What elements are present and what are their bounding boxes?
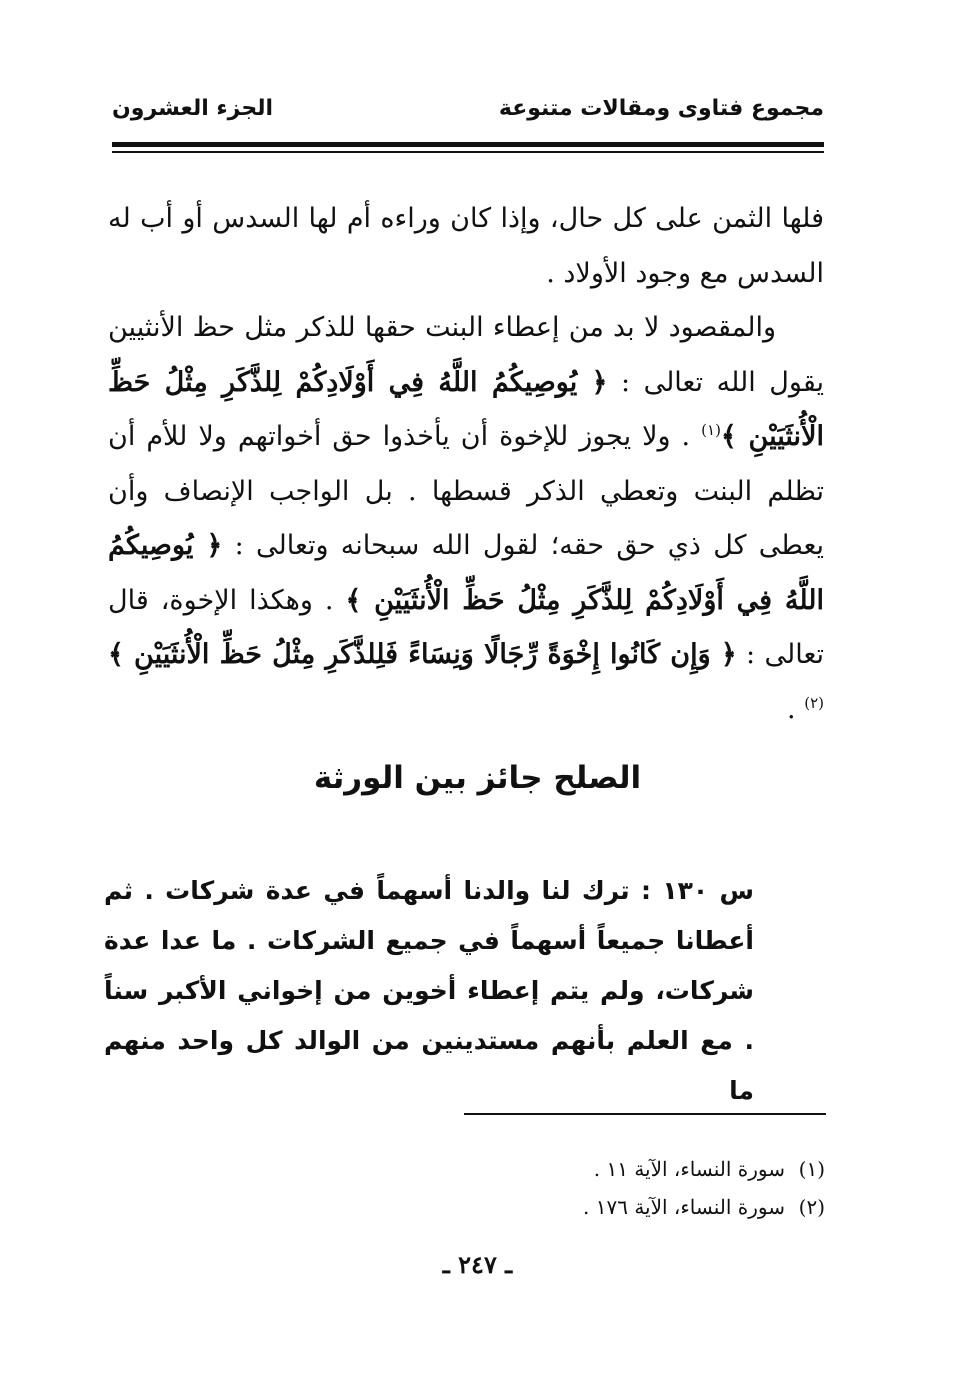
section-title: الصلح جائز بين الورثة — [313, 760, 642, 796]
footnote-separator — [464, 1113, 826, 1115]
page-number: ـ ٢٤٧ ـ — [442, 1250, 513, 1279]
paragraph-2 — [108, 301, 824, 737]
paragraph-2-text-a: والمقصود لا بد من إعطاء البنت حقها للذكر مثل حظ الأنثيين يقول الله تعالى : — [108, 312, 824, 398]
book-title: مجموع فتاوى ومقالات متنوعة — [498, 96, 824, 121]
footnote-1 — [425, 1150, 825, 1188]
paragraph-2-text-c: . وهكذا الإخوة، قال تعالى : — [108, 584, 824, 670]
footnote-2 — [425, 1188, 825, 1226]
quran-verse-1: ﴿ يُوصِيكُمُ اللَّهُ فِي أَوْلَادِكُمْ لِلذَّكَرِ مِثْلُ حَظِّ الْأُنثَيَيْنِ ﴾ — [108, 366, 824, 452]
volume-label: الجزء العشرون — [112, 96, 273, 121]
quran-verse-2: ﴿ يُوصِيكُمُ اللَّهُ فِي أَوْلَادِكُمْ لِلذَّكَرِ مِثْلُ حَظِّ الْأُنثَيَيْنِ ﴾ — [108, 530, 824, 616]
footnotes — [425, 1150, 825, 1226]
footnote-number: (٢) — [798, 1195, 825, 1219]
running-header — [112, 96, 824, 136]
paragraph-1: فلها الثمن على كل حال، وإذا كان وراءه أم لها السدس أو أب له السدس مع وجود الأولاد . — [108, 203, 824, 289]
question-text: س ١٣٠ : ترك لنا والدنا أسهماً في عدة شركات . ثم أعطانا جميعاً أسهماً في جميع الشركات . ما عدا عدة شركات، ولم يتم إعطاء أخوين من إخواني الأكبر سناً . مع العلم بأنهم مستدينين من الوالد كل واحد منهم ما — [104, 876, 754, 1105]
quran-verse-3: ﴿ وَإِن كَانُوا إِخْوَةً رِّجَالًا وَنِسَاءً فَلِلذَّكَرِ مِثْلُ حَظِّ الْأُنثَيَيْنِ ﴾ — [108, 639, 737, 670]
footnote-ref-2: (٢) — [804, 693, 824, 712]
paragraph-2-text-d: . — [787, 693, 796, 725]
footnote-text: سورة النساء، الآية ١١ . — [593, 1157, 785, 1181]
header-rule-thin — [112, 151, 824, 153]
footnote-number: (١) — [798, 1157, 825, 1181]
footnote-text: سورة النساء، الآية ١٧٦ . — [583, 1195, 785, 1219]
footnote-ref-1: (١) — [701, 421, 721, 439]
question-block — [104, 866, 754, 1116]
body-text — [108, 192, 824, 737]
header-rule-thick — [112, 142, 824, 147]
paragraph-2-text-b: . ولا يجوز للإخوة أن يأخذوا حق أخواتهم ولا للأم أن تظلم البنت وتعطي الذكر قسطها . بل الواجب الإنصاف وأن يعطى كل ذي حق حقه؛ لقول الله سبحانه وتعالى : — [108, 421, 825, 561]
